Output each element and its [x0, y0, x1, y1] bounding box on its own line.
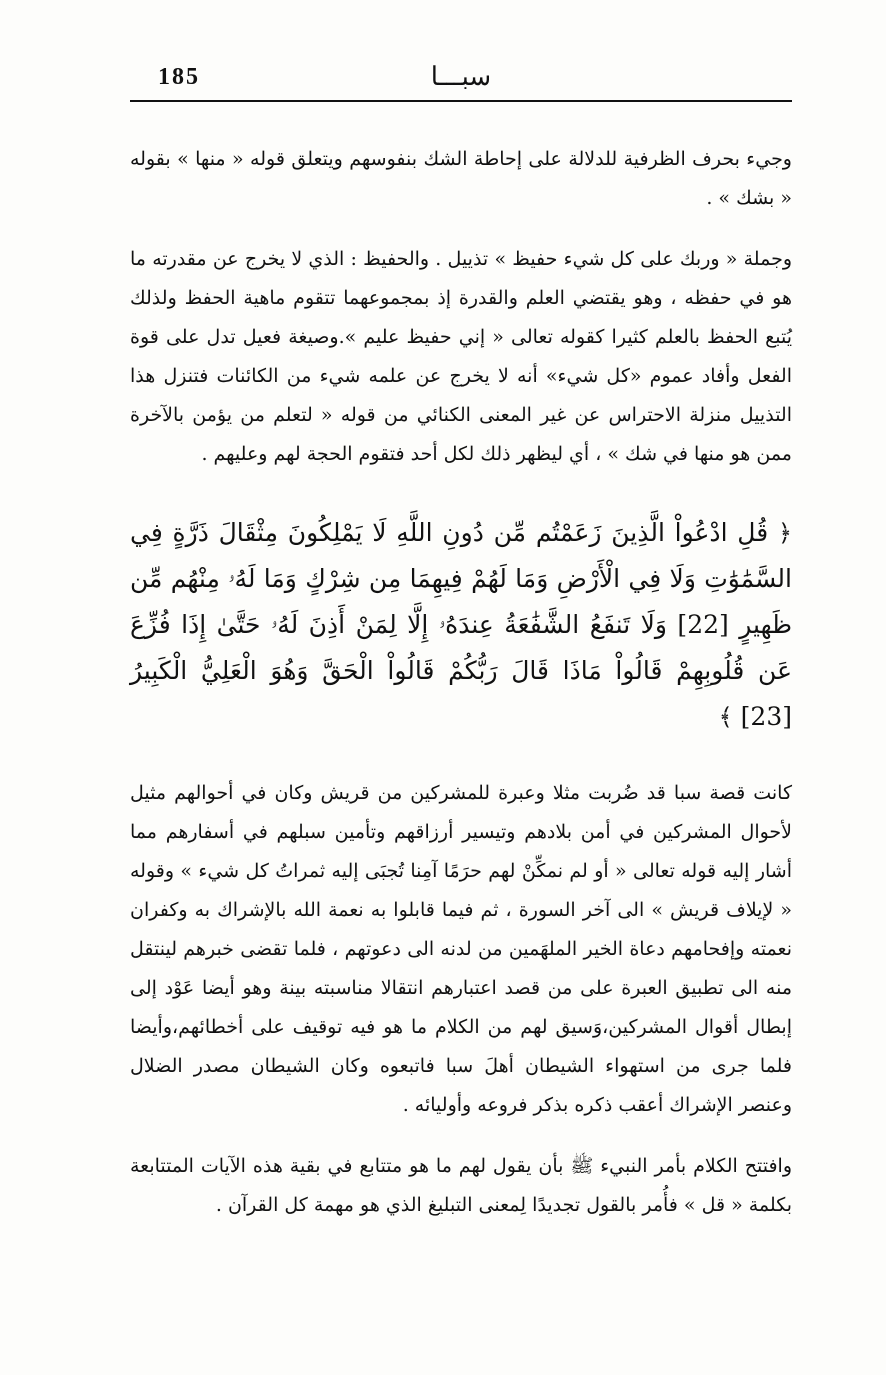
paragraph-2: وجملة « وربك على كل شيء حفيظ » تذييل . والحفيظ : الذي لا يخرج عن مقدرته ما هو في حفظه ، وهو يقتضي العلم والقدرة إذ بمجموعهما تتقوم ماهية الحفظ ولذلك يُتبع الحفظ بالعلم كثيرا كقوله تعالى « إني حفيظ عليم ».وصيغة فعيل تدل على قوة الفعل وأفاد عموم «كل شيء» أنه لا يخرج عن علمه شيء من الكائنات فتنزل هذا التذييل منزلة الاحتراس عن غير المعنى الكنائي من قوله « لتعلم من يؤمن بالآخرة ممن هو منها في شك » ، أي ليظهر ذلك لكل أحد فتقوم الحجة لهم وعليهم . [130, 248, 792, 465]
verse-open-bracket: ﴿ [777, 519, 792, 547]
surah-name-heading: سبـــا [430, 62, 492, 92]
paragraph-3: كانت قصة سبا قد ضُربت مثلا وعبرة للمشركين من قريش وكان في أحوالهم مثيل لأحوال المشركين في أمن بلادهم وتيسير أرزاقهم وتأمين سبلهم في أسفارهم مما أشار إليه قوله تعالى « أو لم نمكِّنْ لهم حرَمًا آمِنا تُجبَى إليه ثمراتُ كل شيء » وقوله « لإيلاف قريش » الى آخر السورة ، ثم فيما قابلوا به نعمة الله بالإشراك به وكفران نعمته وإفحامهم دعاة الخير الملهَمين من لدنه الى دعوتهم ، فلما تقضى خبرهم لينتقل منه الى تطبيق العبرة على من قصد اعتبارهم انتقالا مناسبته بينة وهو أيضا عَوْد إلى إبطال أقوال المشركين،وَسيق لهم من الكلام ما هو فيه توقيف على أخطائهم،وأيضا فلما جرى من استهواء الشيطان أهلَ سبا فاتبعوه وكان الشيطان مصدر الضلال وعنصر الإشراك أعقب ذكره بذكر فروعه وأوليائه . [130, 782, 792, 1116]
page-body [130, 140, 792, 1247]
page-header [130, 58, 792, 102]
paragraph-4: وافتتح الكلام بأمر النبيء ﷺ بأن يقول لهم ما هو متتابع في بقية هذه الآيات المتتابعة بكلمة « قل » فأُمر بالقول تجديدًا لِمعنى التبليغ الذي هو مهمة كل القرآن . [130, 1155, 792, 1216]
page-number: 185 [158, 64, 200, 90]
quran-verse-block [130, 510, 792, 740]
header-divider [130, 100, 792, 102]
paragraph-1: وجيء بحرف الظرفية للدلالة على إحاطة الشك بنفوسهم ويتعلق قوله « منها » بقوله « بشك » . [130, 148, 792, 209]
quran-verse-text: قُلِ ادْعُواْ الَّذِينَ زَعَمْتُم مِّن دُونِ اللَّهِ لَا يَمْلِكُونَ مِثْقَالَ ذَرَّةٍ فِي السَّمَٰوَٰتِ وَلَا فِي الْأَرْضِ وَمَا لَهُمْ فِيهِمَا مِن شِرْكٍ وَمَا لَهُۥ مِنْهُم مِّن ظَهِيرٍ [22] وَلَا تَنفَعُ الشَّفَٰعَةُ عِندَهُۥ إِلَّا لِمَنْ أَذِنَ لَهُۥ حَتَّىٰ إِذَا فُزِّعَ عَن قُلُوبِهِمْ قَالُواْ مَاذَا قَالَ رَبُّكُمْ قَالُواْ الْحَقَّ وَهُوَ الْعَلِيُّ الْكَبِيرُ [23] [130, 518, 792, 731]
verse-close-bracket: ﴾ [718, 703, 733, 731]
